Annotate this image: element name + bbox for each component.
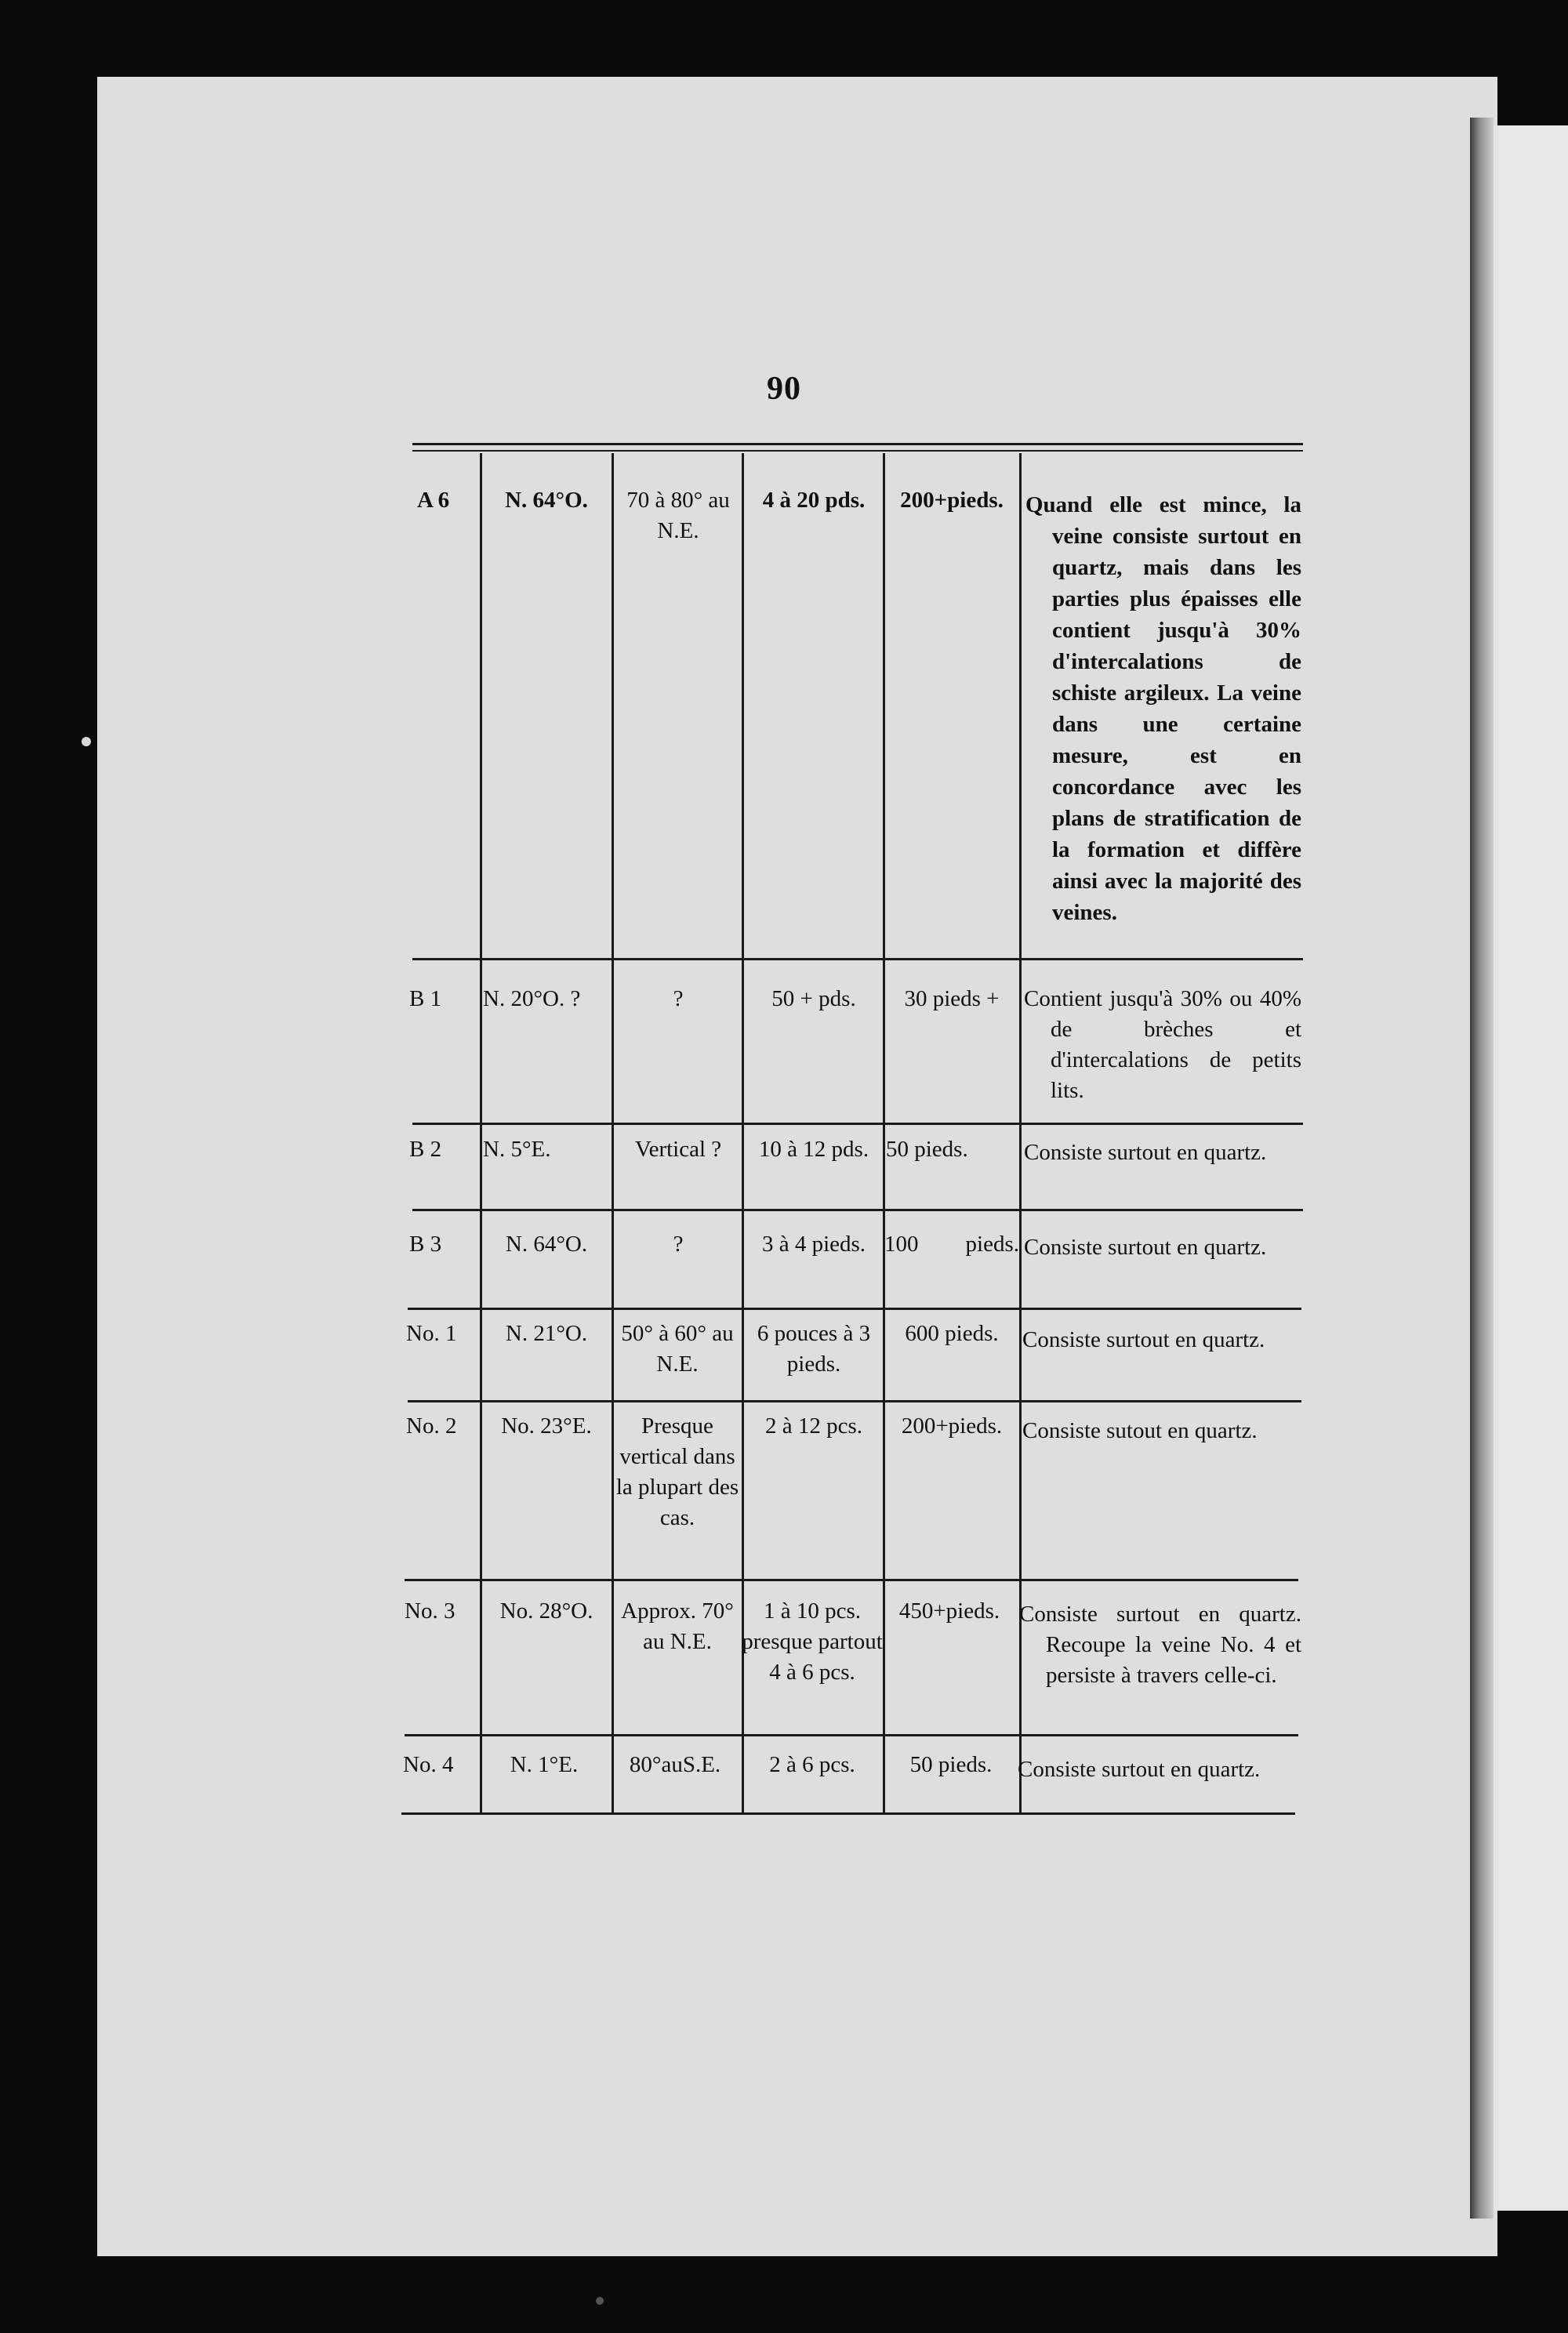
- row-separator: [405, 1579, 1298, 1581]
- row-separator: [412, 1209, 1303, 1211]
- table-row-id: No. 2: [406, 1413, 457, 1439]
- column-divider: [612, 453, 614, 1812]
- table-cell-length: 50 pieds.: [886, 1137, 968, 1162]
- table-cell-remarks: Quand elle est mince, la veine consiste surtout en quartz, mais dans les parties plus épaisses elle contient jusqu'à 30% d'intercalations de schiste argileux. La veine dans une certaine mesure, est en concordance avec les plans de stratification de la formation et diffère ainsi avec la majorité des veines.: [1025, 492, 1301, 925]
- table-cell-direction: N. 20°O. ?: [483, 986, 581, 1011]
- table-cell-remarks: Consiste surtout en quartz.: [1018, 1757, 1261, 1782]
- table-cell-dip: 80°auS.E.: [629, 1752, 721, 1777]
- row-separator: [408, 1308, 1301, 1310]
- table-cell-remarks: Consiste surtout en quartz.: [1022, 1327, 1265, 1352]
- table-cell-width: 2 à 12 pcs.: [764, 1413, 863, 1439]
- table-cell-length: 450+pieds.: [898, 1598, 1000, 1624]
- table-cell-length: 100 pieds.: [884, 1232, 1019, 1257]
- row-separator: [405, 1734, 1298, 1736]
- table-cell-dip: ?: [673, 986, 684, 1011]
- next-page-strip: [1494, 125, 1568, 2211]
- page-number: 90: [767, 371, 801, 407]
- row-separator: [408, 1400, 1301, 1402]
- table-cell-length: 50 pieds.: [909, 1752, 993, 1777]
- table-cell-remarks: Contient jusqu'à 30% ou 40% de brèches et d'intercalations de petits lits.: [1024, 986, 1301, 1103]
- table-cell-width: 10 à 12 pds.: [758, 1137, 869, 1162]
- table-cell-direction: N. 64°O.: [505, 1232, 588, 1257]
- table-row-id: B 1: [409, 986, 442, 1011]
- table-row-id: No. 1: [406, 1321, 457, 1346]
- table-top-rule: [412, 443, 1303, 445]
- table-top-rule-secondary: [412, 450, 1303, 452]
- table-cell-direction: N. 64°O.: [505, 488, 588, 513]
- table-cell-length: 200+pieds.: [901, 1413, 1003, 1439]
- table-cell-width: 4 à 20 pds.: [762, 488, 866, 513]
- table-cell-dip: 50° à 60° au N.E.: [621, 1321, 734, 1377]
- table-cell-width: 1 à 10 pcs. presque partout 4 à 6 pcs.: [742, 1598, 883, 1685]
- table-cell-remarks: Consiste surtout en quartz.: [1024, 1140, 1267, 1165]
- table-cell-width: 2 à 6 pcs.: [769, 1752, 855, 1777]
- table-cell-remarks: Consiste surtout en quartz.: [1024, 1235, 1267, 1260]
- table-cell-dip: Presque vertical dans la plupart des cas.: [615, 1413, 739, 1530]
- table-row-id: No. 3: [405, 1598, 456, 1624]
- table-cell-width: 50 + pds.: [771, 986, 856, 1011]
- page-binding-edge: [1470, 118, 1494, 2219]
- table-cell-direction: No. 28°O.: [499, 1598, 593, 1624]
- table-row-id: B 3: [409, 1232, 442, 1257]
- table-cell-dip: Vertical ?: [634, 1137, 722, 1162]
- table-bottom-rule: [401, 1812, 1295, 1815]
- table-row-id: No. 4: [403, 1752, 454, 1777]
- table-cell-direction: N. 21°O.: [505, 1321, 588, 1346]
- table-cell-direction: N. 5°E.: [483, 1137, 551, 1162]
- table-cell-length: 30 pieds +: [904, 986, 1000, 1011]
- table-cell-dip: ?: [673, 1232, 684, 1257]
- scan-speck: [82, 737, 91, 746]
- table-row-id: B 2: [409, 1137, 442, 1162]
- table-cell-length: 600 pieds.: [905, 1321, 999, 1346]
- table-cell-remarks: Consiste sutout en quartz.: [1022, 1418, 1258, 1443]
- table-cell-width: 6 pouces à 3 pieds.: [757, 1321, 871, 1377]
- table-cell-width: 3 à 4 pieds.: [761, 1232, 866, 1257]
- table-cell-remarks: Consiste surtout en quartz. Recoupe la veine No. 4 et persiste à travers celle-ci.: [1019, 1602, 1301, 1688]
- scan-speck: [596, 2297, 604, 2305]
- table-cell-direction: No. 23°E.: [501, 1413, 592, 1439]
- table-row-id: A 6: [417, 488, 450, 513]
- table-cell-length: 200+pieds.: [900, 488, 1004, 513]
- row-separator: [412, 958, 1303, 960]
- table-cell-direction: N. 1°E.: [510, 1752, 579, 1777]
- row-separator: [412, 1123, 1303, 1125]
- table-cell-dip: 70 à 80° au N.E.: [626, 488, 730, 543]
- table-cell-dip: Approx. 70° au N.E.: [621, 1598, 734, 1654]
